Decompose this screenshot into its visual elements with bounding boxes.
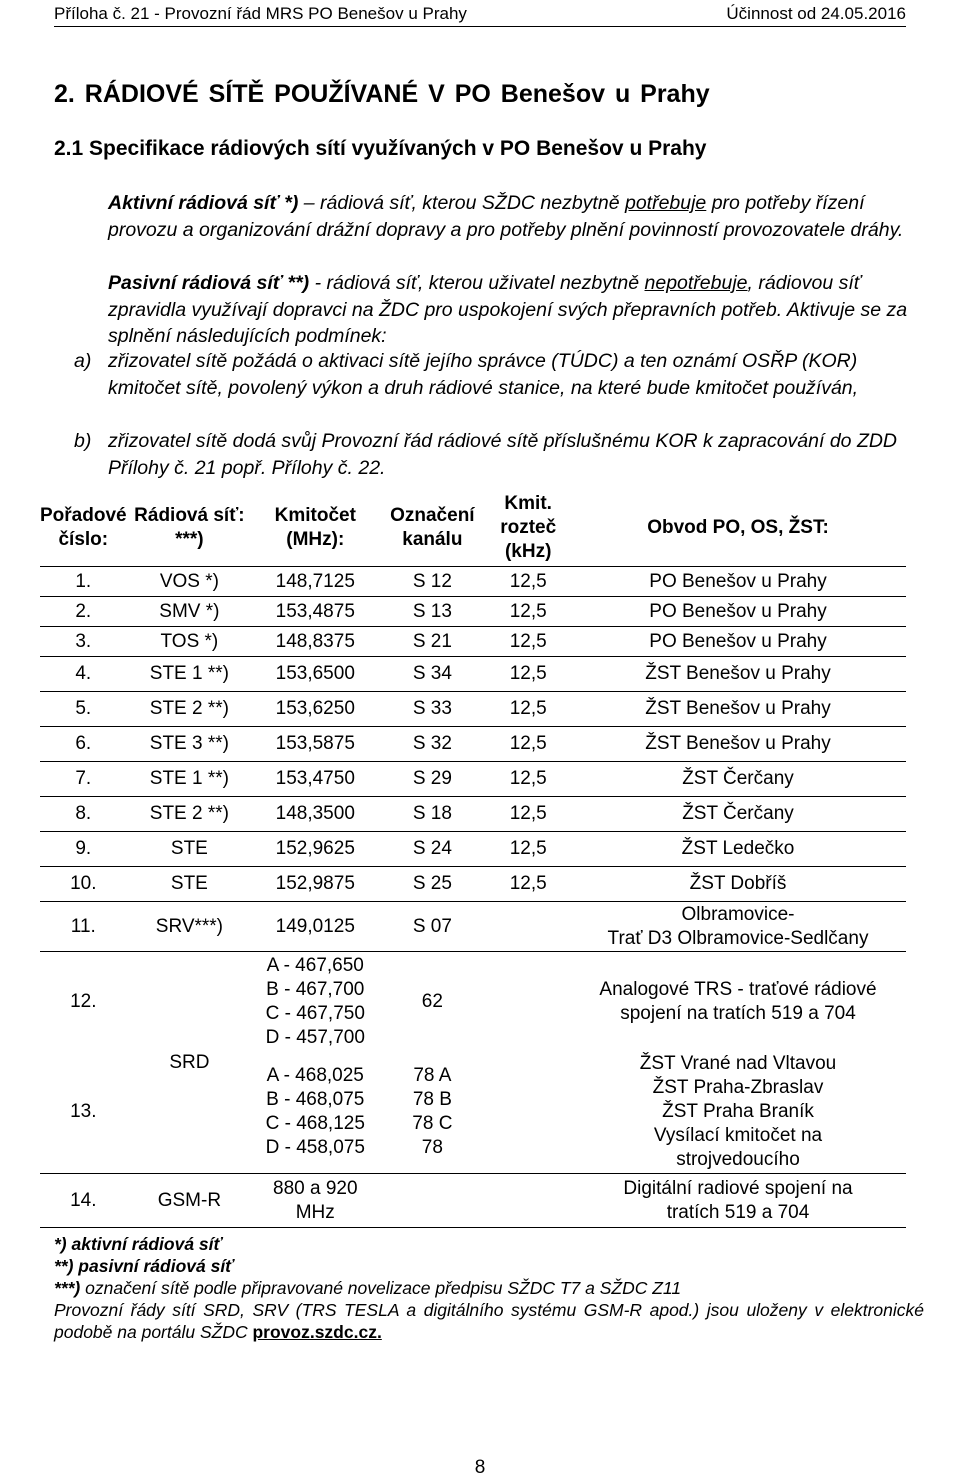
cell-net: SRD	[127, 952, 253, 1174]
channel-line: 78	[421, 1137, 443, 1159]
freq-line: A - 468,025	[266, 1065, 364, 1087]
cell-net: STE 1 **)	[127, 657, 253, 692]
cell-channel: S 29	[378, 762, 486, 797]
footnote-portal	[54, 1299, 924, 1343]
cell-freq	[252, 1174, 378, 1228]
cell-circuit: ŽST Čerčany	[570, 762, 906, 797]
passive-network-term: Pasivní rádiová síť **)	[108, 272, 310, 294]
table-row	[40, 1174, 906, 1228]
table-header-row	[40, 490, 906, 567]
cell-no: 10.	[40, 867, 127, 902]
condition-text: zřizovatel sítě dodá svůj Provozní řád rádiové sítě příslušnému KOR k zapracování do ZDD Přílohy č. 21 popř. Přílohy č. 22.	[108, 430, 898, 479]
cell-channel: S 18	[378, 797, 486, 832]
cell-step: 12,5	[486, 762, 570, 797]
channel-line: 78 B	[412, 1089, 452, 1111]
circuit-line: Analogové TRS - traťové rádiové	[599, 978, 877, 1000]
cell-step: 12,5	[486, 832, 570, 867]
cell-net: SRV***)	[127, 902, 253, 952]
circuit-line: Digitální radiové spojení na	[623, 1177, 853, 1199]
cell-net: STE	[127, 867, 253, 902]
freq-line: C - 467,750	[265, 1002, 365, 1024]
table-row	[40, 952, 906, 1052]
freq-line: 880 a 920	[273, 1177, 358, 1199]
cell-step: 12,5	[486, 657, 570, 692]
table-row	[40, 902, 906, 952]
cell-channel: S 21	[378, 627, 486, 657]
active-underlined: potřebuje	[624, 192, 707, 214]
cell-freq: 148,8375	[252, 627, 378, 657]
cell-no: 12.	[40, 952, 127, 1052]
circuit-line: ŽST Vrané nad Vltavou	[639, 1053, 837, 1075]
cell-step: 12,5	[486, 692, 570, 727]
freq-line: B - 468,075	[266, 1089, 365, 1111]
cell-channel: 62	[378, 952, 486, 1052]
footnote-text: *) aktivní rádiová síť	[54, 1234, 222, 1254]
header-radio-network: Rádiová síť: ***)	[134, 505, 245, 550]
cell-freq: 152,9625	[252, 832, 378, 867]
cell-channel: S 24	[378, 832, 486, 867]
cell-freq: 153,6500	[252, 657, 378, 692]
header-effective-date: Účinnost od 24.05.2016	[726, 4, 906, 23]
freq-line: MHz	[295, 1201, 335, 1223]
cell-freq: 152,9875	[252, 867, 378, 902]
freq-line: D - 458,075	[265, 1137, 365, 1159]
active-network-term: Aktivní rádiová síť *)	[108, 192, 299, 214]
cell-step: 12,5	[486, 867, 570, 902]
footnote-passive	[54, 1255, 924, 1277]
cell-circuit: ŽST Ledečko	[570, 832, 906, 867]
cell-channel	[378, 1052, 486, 1174]
header-document-title: Příloha č. 21 - Provozní řád MRS PO Benešov u Prahy	[54, 4, 467, 23]
cell-circuit: ŽST Benešov u Prahy	[570, 727, 906, 762]
footnote-text: označení sítě podle připravované novelizace předpisu SŽDC T7 a SŽDC Z11	[80, 1278, 682, 1298]
cell-freq: 153,5875	[252, 727, 378, 762]
header-channel-spacing: Kmit. rozteč (kHz)	[500, 493, 557, 562]
cell-step: 12,5	[486, 797, 570, 832]
circuit-line: ŽST Praha Braník	[662, 1101, 814, 1123]
cell-no: 4.	[40, 657, 127, 692]
cell-step	[486, 1174, 570, 1228]
cell-net: STE 1 **)	[127, 762, 253, 797]
cell-no: 5.	[40, 692, 127, 727]
cell-no: 6.	[40, 727, 127, 762]
cell-net: STE 3 **)	[127, 727, 253, 762]
table-row	[40, 657, 906, 692]
table-row	[40, 762, 906, 797]
radio-network-table	[40, 490, 906, 1228]
cell-no: 2.	[40, 597, 127, 627]
cell-net: TOS *)	[127, 627, 253, 657]
cell-freq: 153,4750	[252, 762, 378, 797]
cell-circuit	[570, 1052, 906, 1174]
cell-circuit: ŽST Benešov u Prahy	[570, 657, 906, 692]
subsection-title: 2.1 Specifikace rádiových sítí využívaných v PO Benešov u Prahy	[54, 137, 707, 160]
cell-channel: S 25	[378, 867, 486, 902]
cell-no: 7.	[40, 762, 127, 797]
circuit-line: strojvedoucího	[676, 1149, 800, 1171]
cell-channel: S 07	[378, 902, 486, 952]
cell-no: 8.	[40, 797, 127, 832]
cell-net: SMV *)	[127, 597, 253, 627]
cell-channel: S 32	[378, 727, 486, 762]
cell-no: 9.	[40, 832, 127, 867]
cell-no: 13.	[70, 1101, 97, 1123]
freq-line: B - 467,700	[266, 978, 365, 1000]
cell-net: GSM-R	[127, 1174, 253, 1228]
cell-freq: 149,0125	[252, 902, 378, 952]
cell-step: 12,5	[486, 597, 570, 627]
cell-circuit: PO Benešov u Prahy	[570, 597, 906, 627]
circuit-line: ŽST Praha-Zbraslav	[652, 1077, 824, 1099]
header-circuit: Obvod PO, OS, ŽST:	[647, 517, 829, 538]
cell-circuit: PO Benešov u Prahy	[570, 567, 906, 597]
cell-freq: 153,4875	[252, 597, 378, 627]
cell-circuit: ŽST Dobříš	[570, 867, 906, 902]
passive-text-a: - rádiová síť, kterou uživatel nezbytně	[309, 272, 645, 294]
cell-net: STE	[127, 832, 253, 867]
cell-channel: S 13	[378, 597, 486, 627]
cell-net: VOS *)	[127, 567, 253, 597]
condition-label: b)	[74, 430, 92, 452]
circuit-line: Olbramovice-	[681, 903, 795, 925]
cell-circuit: PO Benešov u Prahy	[570, 627, 906, 657]
circuit-line: Trať D3 Olbramovice-Sedlčany	[607, 927, 869, 949]
cell-circuit: ŽST Čerčany	[570, 797, 906, 832]
condition-label: a)	[74, 350, 92, 372]
cell-circuit	[570, 1174, 906, 1228]
cell-step	[486, 902, 570, 952]
table-row	[40, 797, 906, 832]
freq-line: A - 467,650	[266, 954, 364, 976]
cell-circuit: ŽST Benešov u Prahy	[570, 692, 906, 727]
passive-text-b: , rádiovou síť zpravidla využívají dopravci na ŽDC pro uspokojení svých přepravních potřeb. Aktivuje se za splnění následujících podmínek:	[108, 272, 908, 347]
table-row	[40, 567, 906, 597]
freq-line: D - 457,700	[265, 1026, 365, 1048]
cell-no: 3.	[40, 627, 127, 657]
cell-channel: S 33	[378, 692, 486, 727]
channel-line: 78 A	[413, 1065, 452, 1087]
page-header	[54, 4, 906, 27]
freq-line: C - 468,125	[265, 1113, 365, 1135]
table-row	[40, 597, 906, 627]
cell-channel: S 34	[378, 657, 486, 692]
table-row	[40, 867, 906, 902]
cell-channel: S 12	[378, 567, 486, 597]
cell-freq: 148,7125	[252, 567, 378, 597]
table-row	[40, 727, 906, 762]
cell-net: STE 2 **)	[127, 692, 253, 727]
active-text-b: pro potřeby řízení provozu a organizování drážní dopravy a pro potřeby plnění povinností provozovatele dráhy.	[108, 192, 904, 241]
cell-no: 11.	[40, 902, 127, 952]
header-frequency: Kmitočet (MHz):	[274, 505, 356, 550]
circuit-line: tratích 519 a 704	[666, 1201, 810, 1223]
channel-line: 78 C	[412, 1113, 453, 1135]
cell-freq	[252, 952, 378, 1052]
cell-circuit	[570, 902, 906, 952]
section-title: 2. RÁDIOVÉ SÍTĚ POUŽÍVANÉ V PO Benešov u Prahy	[54, 80, 710, 108]
table-row	[40, 832, 906, 867]
table-row	[40, 627, 906, 657]
cell-freq: 148,3500	[252, 797, 378, 832]
portal-link[interactable]: provoz.szdc.cz.	[252, 1322, 382, 1342]
condition-text: zřizovatel sítě požádá o aktivaci sítě jejího správce (TÚDC) a ten oznámí OSŘP (KOR) kmitočet sítě, povolený výkon a druh rádiové stanice, na které bude kmitočet používán,	[108, 350, 859, 399]
footnote-active	[54, 1233, 924, 1255]
cell-freq	[252, 1052, 378, 1174]
cell-no: 1.	[40, 567, 127, 597]
page-number: 8	[474, 1457, 486, 1478]
cell-step	[486, 952, 570, 1052]
footnote-network-label	[54, 1277, 924, 1299]
header-order-number: Pořadové číslo:	[40, 505, 127, 550]
active-text-a: – rádiová síť, kterou SŽDC nezbytně	[298, 192, 625, 214]
cell-step: 12,5	[486, 727, 570, 762]
header-channel: Označení kanálu	[390, 505, 475, 550]
cell-step	[486, 1052, 570, 1174]
passive-network-definition	[108, 270, 908, 350]
passive-underlined: nepotřebuje	[644, 272, 748, 294]
cell-circuit	[570, 952, 906, 1052]
footnote-mark: ***)	[54, 1278, 81, 1298]
cell-channel	[378, 1174, 486, 1228]
cell-step: 12,5	[486, 567, 570, 597]
table-row	[40, 692, 906, 727]
footnote-text: **) pasivní rádiová síť	[54, 1256, 234, 1276]
circuit-line: Vysílací kmitočet na	[653, 1125, 823, 1147]
footnote-text: Provozní řády sítí SRD, SRV (TRS TESLA a digitálního systému GSM-R apod.) jsou uloženy v elektronické podobě na portálu SŽDC	[54, 1300, 924, 1342]
cell-step: 12,5	[486, 627, 570, 657]
cell-freq: 153,6250	[252, 692, 378, 727]
cell-net: STE 2 **)	[127, 797, 253, 832]
cell-no: 14.	[40, 1174, 127, 1228]
circuit-line: spojení na tratích 519 a 704	[620, 1002, 856, 1024]
active-network-definition	[108, 190, 908, 243]
